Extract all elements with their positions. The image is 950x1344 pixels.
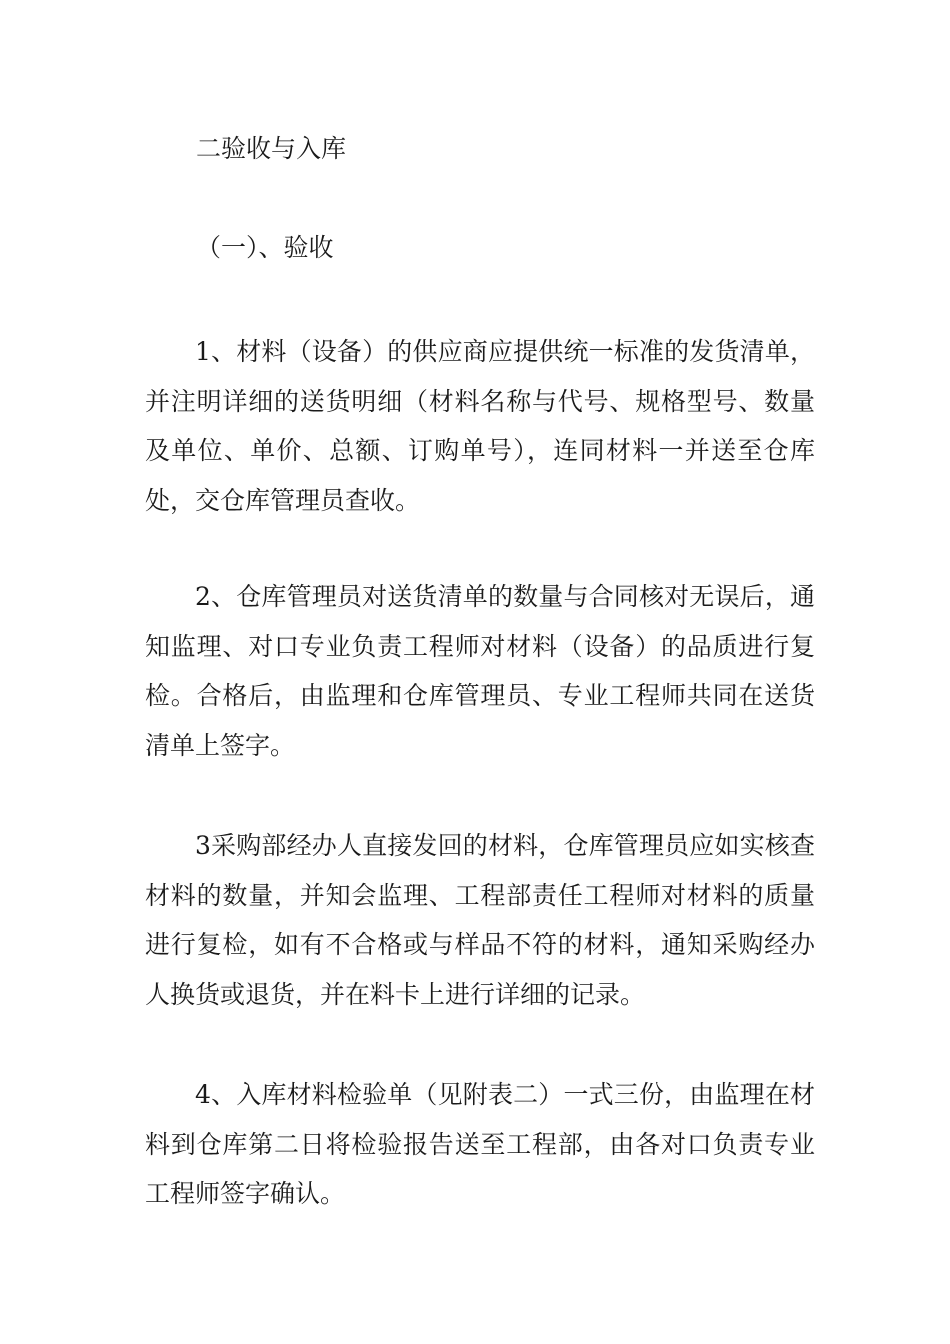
paragraph-4: 4、入库材料检验单（见附表二）一式三份，由监理在材料到仓库第二日将检验报告送至工程部，由各对口负责专业工程师签字确认。 bbox=[145, 1080, 815, 1208]
section-title: 二验收与入库 bbox=[196, 134, 347, 163]
subsection-title: （一）、验收 bbox=[196, 233, 334, 262]
paragraph-2: 2、仓库管理员对送货清单的数量与合同核对无误后，通知监理、对口专业负责工程师对材料（设备）的品质进行复检。合格后，由监理和仓库管理员、专业工程师共同在送货清单上签字。 bbox=[145, 582, 815, 760]
paragraph-3: 3采购部经办人直接发回的材料，仓库管理员应如实核查材料的数量，并知会监理、工程部责任工程师对材料的质量进行复检，如有不合格或与样品不符的材料，通知采购经办人换货或退货，并在料卡上进行详细的记录。 bbox=[145, 831, 815, 1009]
paragraph-1: 1、材料（设备）的供应商应提供统一标准的发货清单，并注明详细的送货明细（材料名称与代号、规格型号、数量及单位、单价、总额、订购单号），连同材料一并送至仓库处，交仓库管理员查收。 bbox=[145, 337, 815, 515]
